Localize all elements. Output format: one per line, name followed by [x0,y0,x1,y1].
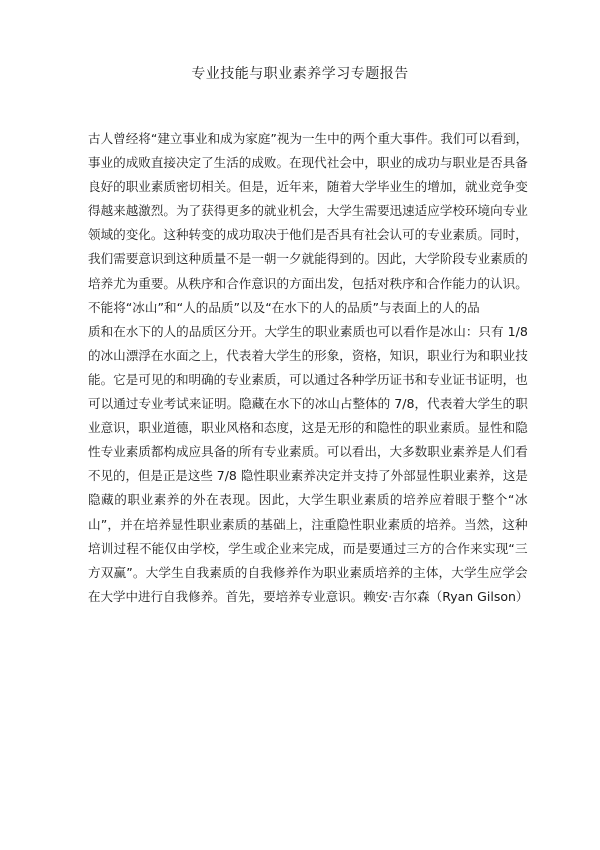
body-line: 不见的，但是正是这些 7/8 隐性职业素养决定并支持了外部显性职业素养，这是 [88,468,528,484]
body-line: 领域的变化。这种转变的成功取决于他们是否具有社会认可的专业素质。同时， [88,227,528,243]
body-line: 良好的职业素质密切相关。但是，近年来，随着大学毕业生的增加，就业竞争变 [88,179,528,195]
document-title: 专业技能与职业素养学习专题报告 [191,66,409,82]
body-line: 方双赢”。大学生自我素质的自我修养作为职业素质培养的主体，大学生应学会 [88,564,528,580]
body-line: 隐藏的职业素养的外在表现。因此，大学生职业素质的培养应着眼于整个“冰 [88,492,529,508]
body-line: 事业的成败直接决定了生活的成败。在现代社会中，职业的成功与职业是否具备 [88,155,528,171]
body-line: 培养尤为重要。从秩序和合作意识的方面出发，包括对秩序和合作能力的认识。 [88,275,528,291]
body-line: 在大学中进行自我修养。首先，要培养专业意识。赖安·吉尔森（Ryan Gilson） [88,588,529,604]
document-body [88,127,528,609]
body-line: 可以通过专业考试来证明。隐藏在水下的冰山占整体的 7/8，代表着大学生的职 [88,396,528,412]
body-line: 培训过程不能仅由学校，学生或企业来完成，而是要通过三方的合作来实现“三 [88,540,528,556]
body-line: 古人曾经将“建立事业和成为家庭”视为一生中的两个重大事件。我们可以看到， [88,131,529,146]
body-line: 的冰山漂浮在水面之上，代表着大学生的形象，资格，知识，职业行为和职业技 [88,347,528,363]
body-line: 得越来越激烈。为了获得更多的就业机会，大学生需要迅速适应学校环境向专业 [88,203,528,219]
body-line: 业意识，职业道德，职业风格和态度，这是无形的和隐性的职业素质。显性和隐 [88,420,528,436]
body-line: 我们需要意识到这种质量不是一朝一夕就能得到的。因此，大学阶段专业素质的 [88,251,528,267]
body-line: 能。它是可见的和明确的专业素质，可以通过各种学历证书和专业证书证明，也 [88,371,528,387]
body-line: 不能将“冰山”和“人的品质”以及“在水下的人的品质”与表面上的人的品 [88,299,480,315]
body-line: 性专业素质都构成应具备的所有专业素质。可以看出，大多数职业素养是人们看 [88,444,528,460]
body-line: 山”，并在培养显性职业素质的基础上，注重隐性职业素质的培养。当然，这种 [88,516,528,532]
body-line: 质和在水下的人的品质区分开。大学生的职业素质也可以看作是冰山：只有 1/8 [88,323,528,339]
